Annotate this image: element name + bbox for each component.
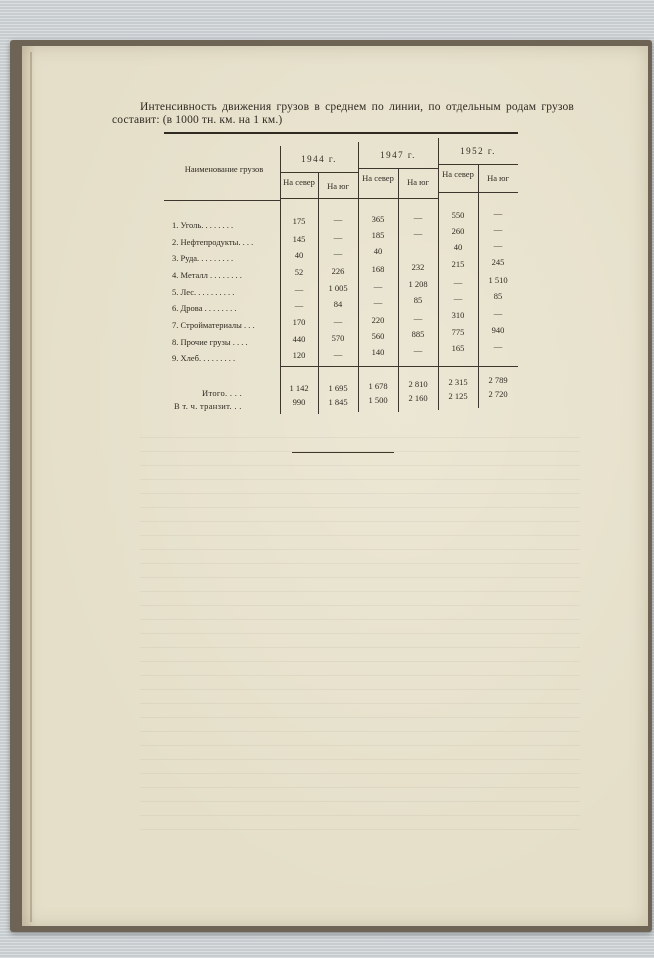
cell: — (413, 345, 423, 355)
cell: — (333, 214, 343, 224)
cell: 1 005 (328, 283, 348, 293)
cell: 165 (451, 343, 465, 353)
cell: 2 315 (448, 377, 468, 387)
cell: 168 (371, 264, 385, 274)
cell: 1 845 (328, 397, 348, 407)
cell: 40 (453, 242, 463, 252)
total-label: Итого. . . . (202, 388, 242, 398)
header-year-1944: 1944 г. (301, 154, 337, 164)
cell: 440 (292, 334, 306, 344)
cell: — (493, 341, 503, 351)
col-divider (398, 168, 399, 412)
cell: 990 (292, 397, 306, 407)
cell: 570 (331, 333, 345, 343)
col-divider (438, 138, 439, 410)
cell: 2 720 (488, 389, 508, 399)
cell: 1 510 (488, 275, 508, 285)
cell: 220 (371, 315, 385, 325)
header-bottom-rule-a (164, 200, 280, 201)
cell: 85 (413, 295, 423, 305)
caption-line-1: Интенсивность движения грузов в среднем по линии, по отдельным родам грузов (140, 101, 574, 113)
cell: — (413, 313, 423, 323)
cell: 2 789 (488, 375, 508, 385)
page-edge (30, 52, 32, 922)
cell: — (493, 224, 503, 234)
table-caption (112, 101, 574, 127)
header-year-1952: 1952 г. (460, 146, 496, 156)
cell: 185 (371, 230, 385, 240)
header-1944-north: На север (283, 177, 315, 187)
cell: — (373, 281, 383, 291)
cell: — (493, 208, 503, 218)
caption-line-2: составит: (в 1000 тн. км. на 1 км.) (112, 114, 283, 126)
cell: 84 (333, 299, 343, 309)
header-1947-south: На юг (407, 177, 429, 187)
cell: 885 (411, 329, 425, 339)
cell: 1 695 (328, 383, 348, 393)
row-label: 5. Лес. . . . . . . . . . (172, 287, 235, 297)
cell: — (453, 277, 463, 287)
cell: — (333, 316, 343, 326)
cell: 145 (292, 234, 306, 244)
cell: 232 (411, 262, 425, 272)
cell: 170 (292, 317, 306, 327)
header-1952-south: На юг (487, 173, 509, 183)
row-label: 9. Хлеб. . . . . . . . . (172, 353, 236, 363)
row-label: 6. Дрова . . . . . . . . (172, 303, 237, 313)
cell: 120 (292, 350, 306, 360)
row-label: 7. Стройматериалы . . . (172, 320, 255, 330)
cell: 2 810 (408, 379, 428, 389)
cell: 40 (294, 250, 304, 260)
row-label: 2. Нефтепродукты. . . . (172, 237, 254, 247)
table-top-rule (164, 132, 518, 134)
row-label: 8. Прочие грузы . . . . (172, 337, 248, 347)
header-1952-north: На север (442, 169, 474, 179)
cell: — (453, 293, 463, 303)
cell: 226 (331, 266, 345, 276)
header-sub-rule-1944 (280, 172, 358, 173)
col-divider (478, 164, 479, 408)
cell: 1 142 (289, 383, 309, 393)
bleed-through-text (140, 430, 580, 830)
row-label: 3. Руда. . . . . . . . . (172, 253, 234, 263)
cell: — (373, 297, 383, 307)
cell: — (333, 232, 343, 242)
cell: — (333, 349, 343, 359)
cell: — (493, 308, 503, 318)
cell: 215 (451, 259, 465, 269)
cell: 85 (493, 291, 503, 301)
cell: 560 (371, 331, 385, 341)
header-1944-south: На юг (327, 181, 349, 191)
row-label: 4. Металл . . . . . . . . (172, 270, 242, 280)
cell: 550 (451, 210, 465, 220)
totals-rule (280, 366, 518, 367)
cell: — (294, 300, 304, 310)
transit-label: В т. ч. транзит. . . (174, 401, 242, 411)
header-bottom-rule-b (280, 198, 438, 199)
cell: 40 (373, 246, 383, 256)
row-label: 1. Уголь. . . . . . . . (172, 220, 234, 230)
cell: — (333, 248, 343, 258)
cell: 365 (371, 214, 385, 224)
cell: 1 500 (368, 395, 388, 405)
cell: 260 (451, 226, 465, 236)
header-year-1947: 1947 г. (380, 150, 416, 160)
col-divider (280, 146, 281, 414)
freight-table (164, 132, 518, 416)
cell: 2 160 (408, 393, 428, 403)
cell: 2 125 (448, 391, 468, 401)
cell: 52 (294, 267, 304, 277)
cell: 175 (292, 216, 306, 226)
col-divider (358, 142, 359, 412)
header-1947-north: На север (362, 173, 394, 183)
cell: 140 (371, 347, 385, 357)
header-cargo-name: Наименование грузов (184, 164, 264, 174)
cell: 940 (491, 325, 505, 335)
cell: 1 678 (368, 381, 388, 391)
cell: 1 208 (408, 279, 428, 289)
cell: — (493, 240, 503, 250)
cell: 775 (451, 327, 465, 337)
cell: 245 (491, 257, 505, 267)
cell: 310 (451, 310, 465, 320)
cell: — (294, 284, 304, 294)
section-end-rule (292, 452, 394, 453)
cell: — (413, 212, 423, 222)
cell: — (413, 228, 423, 238)
